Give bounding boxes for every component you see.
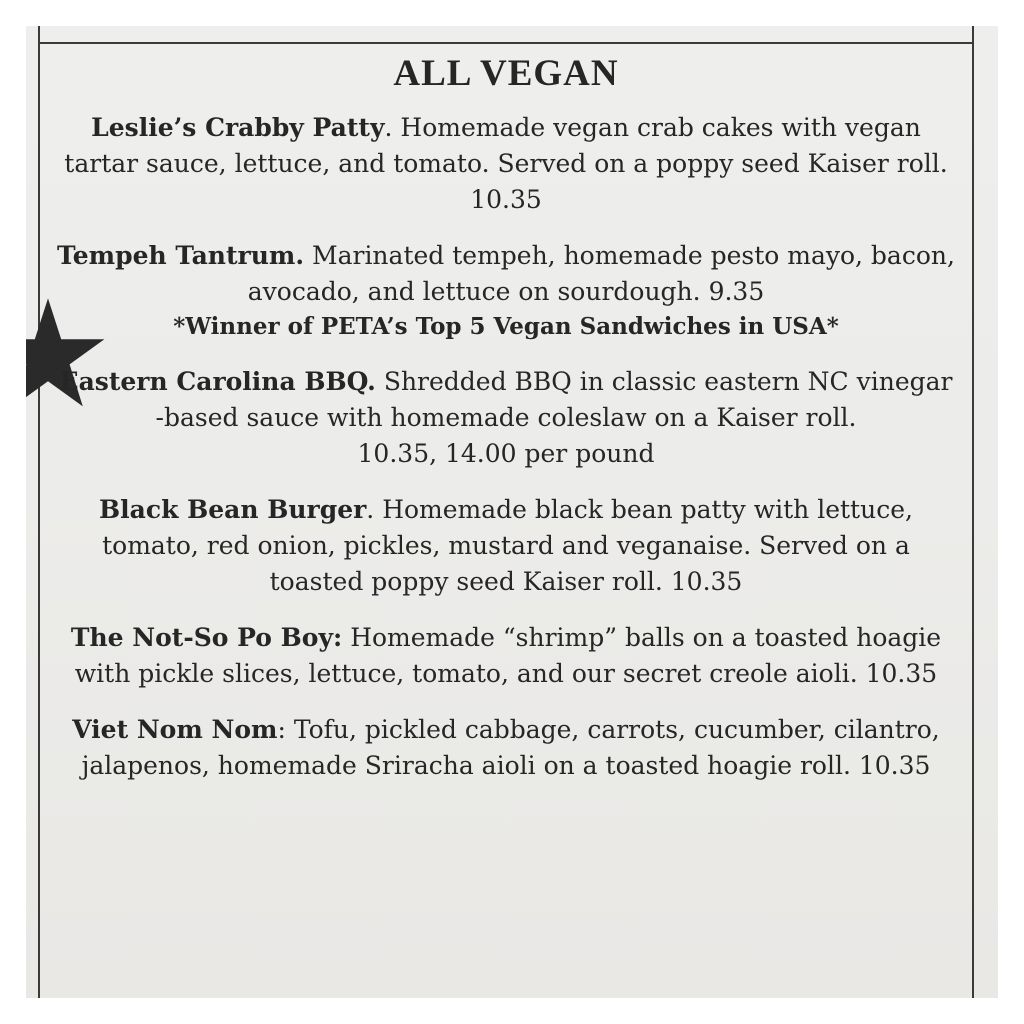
- item-price: 10.35, 14.00 per pound: [357, 439, 655, 468]
- award-note: *Winner of PETA’s Top 5 Vegan Sandwiches in USA*: [173, 313, 839, 340]
- top-rule: [38, 42, 974, 44]
- item-separator: .: [384, 113, 393, 142]
- item-separator: :: [277, 715, 286, 744]
- menu-item-eastern-carolina-bbq: [56, 364, 956, 472]
- item-name: The Not-So Po Boy:: [70, 623, 343, 652]
- menu-content: [56, 48, 956, 804]
- item-name: Tempeh Tantrum.: [57, 241, 305, 270]
- item-price: 10.35: [470, 185, 542, 214]
- menu-photo: [26, 26, 998, 998]
- menu-item-crabby-patty: [56, 110, 956, 218]
- menu-item-not-so-po-boy: [56, 620, 956, 692]
- item-description: Marinated tempeh, homemade pesto mayo, bacon, avocado, and lettuce on sourdough.: [247, 241, 955, 306]
- item-description: Homemade black bean patty with lettuce, tomato, red onion, pickles, mustard and veganaise. Served on a toasted poppy seed Kaiser roll.: [102, 495, 913, 596]
- item-price: 10.35: [858, 751, 931, 780]
- item-price: 9.35: [708, 277, 765, 306]
- item-separator: .: [366, 495, 375, 524]
- menu-item-viet-nom-nom: [56, 712, 956, 784]
- item-price: 10.35: [865, 659, 938, 688]
- item-description: Homemade “shrimp” balls on a toasted hoagie with pickle slices, lettuce, tomato, and our secret creole aioli.: [74, 623, 942, 688]
- item-name: Eastern Carolina BBQ.: [59, 367, 376, 396]
- menu-item-black-bean-burger: [56, 492, 956, 600]
- menu-heading: ALL VEGAN: [393, 53, 619, 94]
- menu-item-tempeh-tantrum: [56, 238, 956, 344]
- item-description: Tofu, pickled cabbage, carrots, cucumber, cilantro, jalapenos, homemade Sriracha aioli on a toasted hoagie roll.: [81, 715, 940, 780]
- item-price: 10.35: [670, 567, 743, 596]
- item-description: Homemade vegan crab cakes with vegan tartar sauce, lettuce, and tomato. Served on a poppy seed Kaiser roll.: [64, 113, 948, 178]
- item-name: Leslie’s Crabby Patty: [91, 113, 385, 142]
- item-name: Viet Nom Nom: [72, 715, 278, 744]
- item-name: Black Bean Burger: [99, 495, 367, 524]
- item-description: Shredded BBQ in classic eastern NC vinegar -based sauce with homemade coleslaw on a Kaiser roll.: [155, 367, 953, 432]
